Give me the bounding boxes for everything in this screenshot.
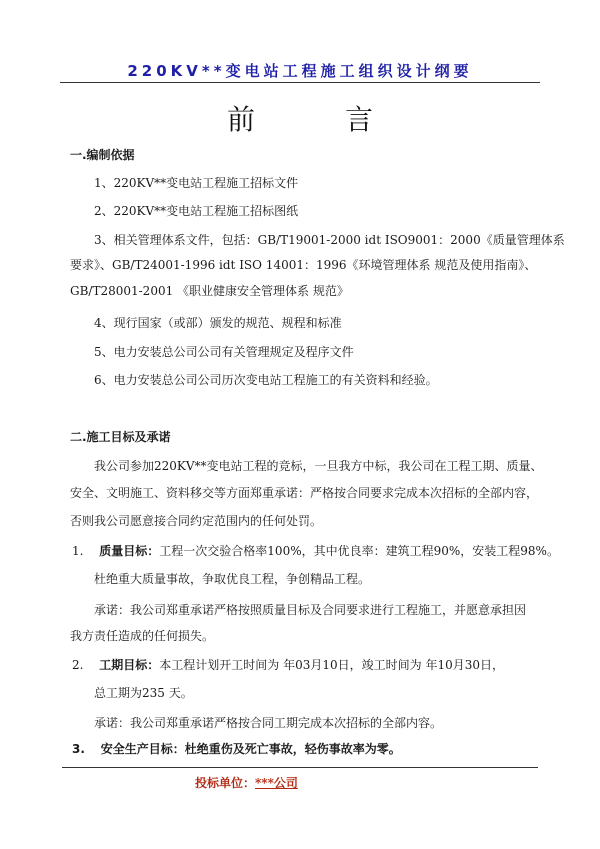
schedule-line2: 总工期为235 天。 bbox=[94, 686, 193, 700]
safety-line1: 杜绝重伤及死亡事故，轻伤事故率为零。 bbox=[184, 742, 401, 756]
page-footer bbox=[195, 774, 298, 791]
section1-item3-line1: 3、相关管理体系文件，包括：GB/T19001-2000 idt ISO9001：2000《质量管理体系 bbox=[94, 233, 565, 247]
footer-divider bbox=[62, 767, 538, 768]
safety-goal bbox=[72, 740, 401, 757]
section2-intro-line2: 安全、文明施工、资料移交等方面郑重承诺：严格按合同要求完成本次招标的全部内容， bbox=[70, 486, 539, 500]
page-header: 220KV**变电站工程施工组织设计纲要 bbox=[127, 62, 473, 80]
schedule-label: 工期目标： bbox=[99, 658, 160, 672]
schedule-number: 2. bbox=[72, 658, 84, 672]
section1-item2: 2、220KV**变电站工程施工招标图纸 bbox=[94, 204, 299, 218]
section1-item1: 1、220KV**变电站工程施工招标文件 bbox=[94, 176, 299, 190]
quality-line1: 工程一次交验合格率100%，其中优良率：建筑工程90%，安装工程98%。 bbox=[159, 544, 559, 558]
section1-item3-line3: GB/T28001-2001 《职业健康安全管理体系 规范》 bbox=[70, 284, 349, 298]
section1-item6: 6、电力安装总公司公司历次变电站工程施工的有关资料和经验。 bbox=[94, 373, 438, 387]
quality-promise-line1: 承诺：我公司郑重承诺严格按照质量目标及合同要求进行工程施工，并愿意承担因 bbox=[94, 603, 527, 617]
schedule-goal bbox=[72, 656, 504, 673]
schedule-line1: 本工程计划开工时间为 年03月10日，竣工时间为 年10月30日， bbox=[159, 658, 505, 672]
schedule-promise: 承诺：我公司郑重承诺严格按合同工期完成本次招标的全部内容。 bbox=[94, 716, 443, 730]
header-divider bbox=[60, 82, 540, 83]
section2-intro-line1: 我公司参加220KV**变电站工程的竞标，一旦我方中标，我公司在工程工期、质量、 bbox=[94, 459, 543, 473]
safety-number: 3. bbox=[72, 742, 85, 756]
quality-line2: 杜绝重大质量事故，争取优良工程，争创精品工程。 bbox=[94, 572, 371, 586]
footer-company: ***公司 bbox=[255, 776, 298, 790]
section1-item4: 4、现行国家（或部）颁发的规范、规程和标准 bbox=[94, 316, 342, 330]
quality-promise-line2: 我方责任造成的任何损失。 bbox=[70, 629, 215, 643]
section1-item3-line2: 要求》、GB/T24001-1996 idt ISO 14001：1996《环境管理体系 规范及使用指南》、 bbox=[70, 258, 537, 272]
footer-label: 投标单位： bbox=[195, 776, 256, 790]
page-title: 前言 bbox=[226, 103, 463, 136]
section2-heading: 二.施工目标及承诺 bbox=[70, 430, 171, 444]
safety-label: 安全生产目标： bbox=[100, 742, 185, 756]
quality-number: 1. bbox=[72, 544, 84, 558]
quality-goal bbox=[72, 542, 559, 559]
quality-label: 质量目标： bbox=[99, 544, 160, 558]
section1-item5: 5、电力安装总公司公司有关管理规定及程序文件 bbox=[94, 345, 354, 359]
section2-intro-line3: 否则我公司愿意接合同约定范围内的任何处罚。 bbox=[70, 514, 323, 528]
section1-heading: 一.编制依据 bbox=[70, 148, 135, 162]
